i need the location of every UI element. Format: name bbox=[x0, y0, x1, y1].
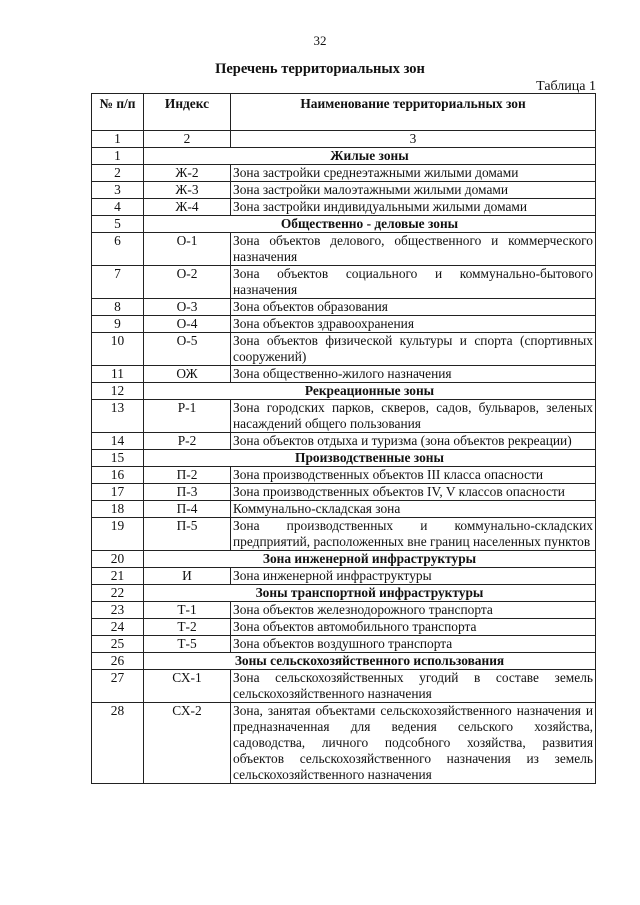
zone-index: Т-5 bbox=[144, 636, 231, 653]
zone-index: П-2 bbox=[144, 467, 231, 484]
row-number: 26 bbox=[92, 653, 144, 670]
zone-index: Ж-4 bbox=[144, 199, 231, 216]
zone-group-name: Общественно - деловые зоны bbox=[144, 216, 596, 233]
zone-group-row bbox=[92, 653, 596, 670]
zone-name: Зона застройки индивидуальными жилыми домами bbox=[231, 199, 596, 216]
zone-index: П-4 bbox=[144, 501, 231, 518]
zone-name: Зона объектов социального и коммунально-бытового назначения bbox=[231, 266, 596, 299]
row-number: 23 bbox=[92, 602, 144, 619]
row-number: 24 bbox=[92, 619, 144, 636]
row-number: 3 bbox=[92, 182, 144, 199]
zone-row bbox=[92, 316, 596, 333]
row-number: 21 bbox=[92, 568, 144, 585]
zone-index: О-3 bbox=[144, 299, 231, 316]
zone-index: ОЖ bbox=[144, 366, 231, 383]
zone-row bbox=[92, 333, 596, 366]
zone-group-name: Зона инженерной инфраструктуры bbox=[144, 551, 596, 568]
row-number: 5 bbox=[92, 216, 144, 233]
zone-name: Зона инженерной инфраструктуры bbox=[231, 568, 596, 585]
zone-group-name: Зоны сельскохозяйственного использования bbox=[144, 653, 596, 670]
zone-name: Зона городских парков, скверов, садов, бульваров, зеленых насаждений общего пользования bbox=[231, 400, 596, 433]
zone-row bbox=[92, 518, 596, 551]
header-row bbox=[92, 94, 596, 131]
zone-index: О-5 bbox=[144, 333, 231, 366]
zone-name: Зона общественно-жилого назначения bbox=[231, 366, 596, 383]
zone-row bbox=[92, 165, 596, 182]
zone-group-row bbox=[92, 148, 596, 165]
zones-table bbox=[91, 93, 596, 784]
zone-name: Зона производственных и коммунально-складских предприятий, расположенных вне границ населенных пунктов bbox=[231, 518, 596, 551]
header-number: № п/п bbox=[92, 94, 144, 131]
zone-index: И bbox=[144, 568, 231, 585]
zone-row bbox=[92, 233, 596, 266]
zone-index: СХ-1 bbox=[144, 670, 231, 703]
zone-row bbox=[92, 467, 596, 484]
zone-row bbox=[92, 366, 596, 383]
zone-row bbox=[92, 299, 596, 316]
zone-row bbox=[92, 619, 596, 636]
row-number: 4 bbox=[92, 199, 144, 216]
zone-row bbox=[92, 670, 596, 703]
zone-row bbox=[92, 199, 596, 216]
row-number: 13 bbox=[92, 400, 144, 433]
zone-index: Т-1 bbox=[144, 602, 231, 619]
column-number: 3 bbox=[231, 131, 596, 148]
zone-index: П-5 bbox=[144, 518, 231, 551]
zone-index: О-2 bbox=[144, 266, 231, 299]
zone-index: П-3 bbox=[144, 484, 231, 501]
row-number: 10 bbox=[92, 333, 144, 366]
zone-index: О-4 bbox=[144, 316, 231, 333]
page-number: 32 bbox=[313, 33, 327, 48]
column-number: 1 bbox=[92, 131, 144, 148]
zone-name: Зона застройки малоэтажными жилыми домами bbox=[231, 182, 596, 199]
zone-index: Ж-2 bbox=[144, 165, 231, 182]
row-number: 28 bbox=[92, 703, 144, 784]
zone-index: О-1 bbox=[144, 233, 231, 266]
zone-name: Зона объектов физической культуры и спорта (спортивных сооружений) bbox=[231, 333, 596, 366]
zone-row bbox=[92, 400, 596, 433]
zone-row bbox=[92, 602, 596, 619]
zone-group-row bbox=[92, 551, 596, 568]
zone-name: Зона объектов делового, общественного и коммерческого назначения bbox=[231, 233, 596, 266]
zone-index: Т-2 bbox=[144, 619, 231, 636]
zone-name: Зона застройки среднеэтажными жилыми домами bbox=[231, 165, 596, 182]
row-number: 7 bbox=[92, 266, 144, 299]
row-number: 22 bbox=[92, 585, 144, 602]
zone-name: Зона объектов здравоохранения bbox=[231, 316, 596, 333]
zone-name: Зона сельскохозяйственных угодий в составе земель сельскохозяйственного назначения bbox=[231, 670, 596, 703]
zone-index: СХ-2 bbox=[144, 703, 231, 784]
row-number: 17 bbox=[92, 484, 144, 501]
row-number: 15 bbox=[92, 450, 144, 467]
row-number: 19 bbox=[92, 518, 144, 551]
zone-name: Зона объектов образования bbox=[231, 299, 596, 316]
zone-index: Р-2 bbox=[144, 433, 231, 450]
zone-name: Зона, занятая объектами сельскохозяйственного назначения и предназначенная для ведения сельского хозяйства, садоводства, личного подсобного хозяйства, развития объектов сельскохозяйственного назначения из земель сельскохозяйственного назначения bbox=[231, 703, 596, 784]
row-number: 2 bbox=[92, 165, 144, 182]
row-number: 18 bbox=[92, 501, 144, 518]
zone-row bbox=[92, 484, 596, 501]
row-number: 6 bbox=[92, 233, 144, 266]
column-number: 2 bbox=[144, 131, 231, 148]
document-title: Перечень территориальных зон bbox=[215, 61, 425, 77]
zone-group-name: Зоны транспортной инфраструктуры bbox=[144, 585, 596, 602]
header-index: Индекс bbox=[144, 94, 231, 131]
zone-row bbox=[92, 501, 596, 518]
zone-name: Зона объектов автомобильного транспорта bbox=[231, 619, 596, 636]
zone-group-row bbox=[92, 383, 596, 400]
zone-group-name: Производственные зоны bbox=[144, 450, 596, 467]
row-number: 14 bbox=[92, 433, 144, 450]
row-number: 20 bbox=[92, 551, 144, 568]
header-zone-name: Наименование территориальных зон bbox=[231, 94, 596, 131]
zone-name: Зона объектов железнодорожного транспорта bbox=[231, 602, 596, 619]
zone-row bbox=[92, 636, 596, 653]
table-caption: Таблица 1 bbox=[536, 79, 596, 94]
zone-index: Ж-3 bbox=[144, 182, 231, 199]
zone-name: Зона объектов воздушного транспорта bbox=[231, 636, 596, 653]
column-numbering-row bbox=[92, 131, 596, 148]
row-number: 9 bbox=[92, 316, 144, 333]
zone-name: Коммунально-складская зона bbox=[231, 501, 596, 518]
zone-name: Зона производственных объектов IV, V классов опасности bbox=[231, 484, 596, 501]
row-number: 1 bbox=[92, 148, 144, 165]
zone-group-name: Рекреационные зоны bbox=[144, 383, 596, 400]
zone-group-row bbox=[92, 216, 596, 233]
zone-group-row bbox=[92, 585, 596, 602]
zone-name: Зона объектов отдыха и туризма (зона объектов рекреации) bbox=[231, 433, 596, 450]
zone-name: Зона производственных объектов III класса опасности bbox=[231, 467, 596, 484]
zone-group-row bbox=[92, 450, 596, 467]
zone-row bbox=[92, 568, 596, 585]
row-number: 12 bbox=[92, 383, 144, 400]
zone-row bbox=[92, 703, 596, 784]
row-number: 8 bbox=[92, 299, 144, 316]
zone-row bbox=[92, 433, 596, 450]
row-number: 16 bbox=[92, 467, 144, 484]
zone-row bbox=[92, 182, 596, 199]
row-number: 25 bbox=[92, 636, 144, 653]
row-number: 27 bbox=[92, 670, 144, 703]
row-number: 11 bbox=[92, 366, 144, 383]
zone-group-name: Жилые зоны bbox=[144, 148, 596, 165]
zone-row bbox=[92, 266, 596, 299]
zone-index: Р-1 bbox=[144, 400, 231, 433]
